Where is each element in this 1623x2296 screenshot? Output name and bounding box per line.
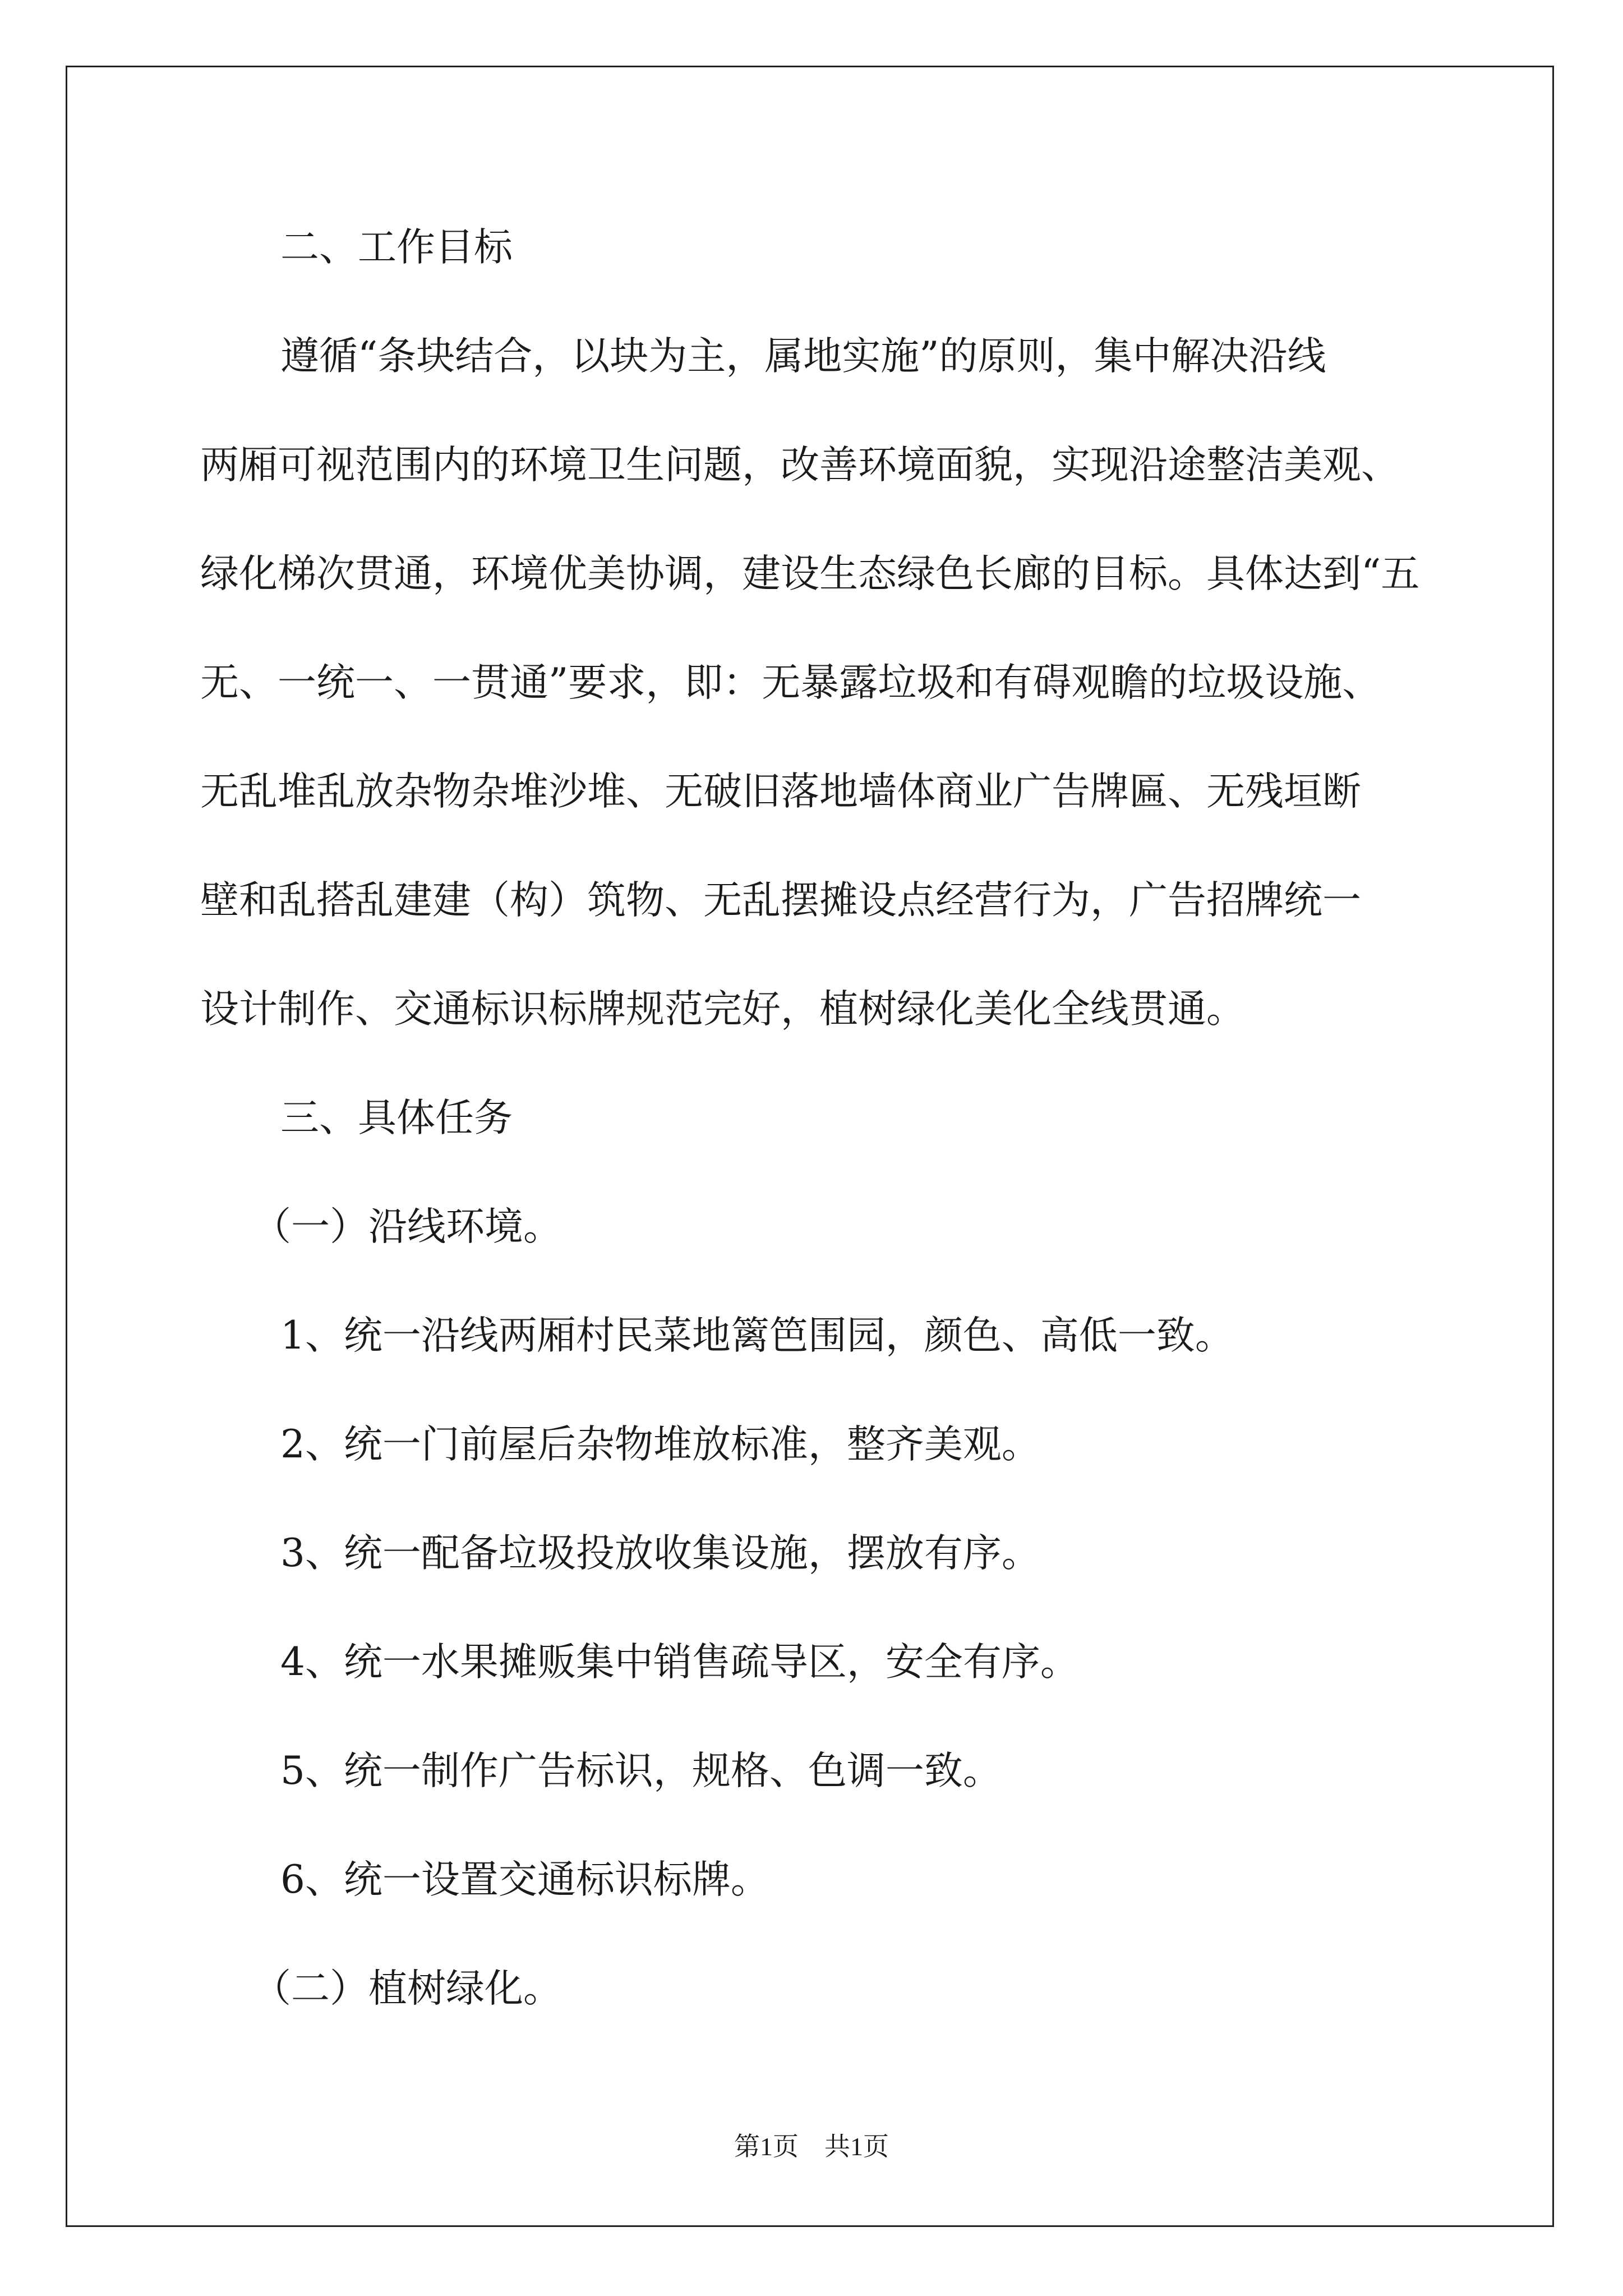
paragraph-line-2: 两厢可视范围内的环境卫生问题，改善环境面貌，实现沿途整洁美观、 <box>200 443 1400 487</box>
paragraph-line-4: 无、一统一、一贯通”要求，即：无暴露垃圾和有碍观瞻的垃圾设施、 <box>200 660 1381 705</box>
paragraph-line-3: 绿化梯次贯通，环境优美协调，建设生态绿色长廊的目标。具体达到“五 <box>200 551 1420 596</box>
list-item-5: 5、统一制作广告标识，规格、色调一致。 <box>280 1749 1002 1793</box>
list-item-4: 4、统一水果摊贩集中销售疏导区，安全有序。 <box>280 1640 1079 1685</box>
paragraph-line-6: 壁和乱搭乱建建（构）筑物、无乱摆摊设点经营行为，广告招牌统一 <box>200 878 1361 923</box>
page-footer <box>0 2126 1623 2163</box>
subsection-2-title: （二）植树绿化。 <box>252 1966 562 2011</box>
list-item-3: 3、统一配备垃圾投放收集设施，摆放有序。 <box>280 1531 1040 1576</box>
paragraph-line-5: 无乱堆乱放杂物杂堆沙堆、无破旧落地墙体商业广告牌匾、无残垣断 <box>200 769 1361 814</box>
section-3-title: 三、具体任务 <box>280 1096 513 1140</box>
page-number-text: 第1页 共1页 <box>734 2132 889 2161</box>
list-item-2: 2、统一门前屋后杂物堆放标准，整齐美观。 <box>280 1422 1040 1467</box>
list-item-1: 1、统一沿线两厢村民菜地篱笆围园，颜色、高低一致。 <box>280 1313 1234 1358</box>
subsection-1-title: （一）沿线环境。 <box>252 1204 562 1249</box>
paragraph-line-1: 遵循“条块结合，以块为主，属地实施”的原则，集中解决沿线 <box>280 334 1326 379</box>
paragraph-line-7: 设计制作、交通标识标牌规范完好，植树绿化美化全线贯通。 <box>200 987 1245 1032</box>
list-item-6: 6、统一设置交通标识标牌。 <box>280 1857 769 1902</box>
section-2-title: 二、工作目标 <box>280 225 513 270</box>
